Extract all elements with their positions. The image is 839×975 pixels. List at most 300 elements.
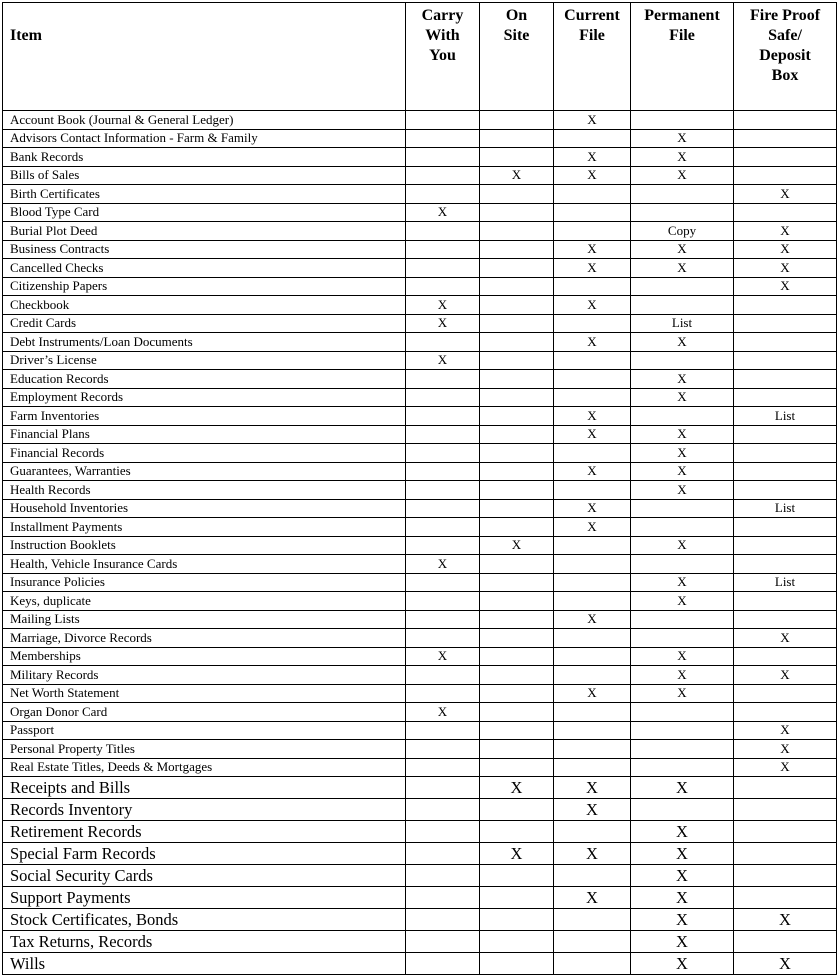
- carry-with-you-cell: [406, 573, 480, 592]
- current-file-cell: X: [554, 799, 631, 821]
- table-row: [3, 240, 837, 259]
- item-cell: Guarantees, Warranties: [3, 462, 406, 481]
- item-cell: Education Records: [3, 370, 406, 389]
- on-site-cell: [480, 573, 554, 592]
- on-site-cell: [480, 129, 554, 148]
- table-row: [3, 931, 837, 953]
- permanent-file-cell: X: [631, 684, 734, 703]
- item-cell: Bills of Sales: [3, 166, 406, 185]
- on-site-cell: [480, 222, 554, 241]
- current-file-cell: [554, 740, 631, 759]
- carry-with-you-cell: [406, 821, 480, 843]
- item-cell: Household Inventories: [3, 499, 406, 518]
- fire-proof-safe-cell: [734, 592, 837, 611]
- table-row: [3, 777, 837, 799]
- current-file-cell: [554, 129, 631, 148]
- on-site-cell: [480, 865, 554, 887]
- permanent-file-cell: X: [631, 462, 734, 481]
- item-cell: Employment Records: [3, 388, 406, 407]
- item-cell: Receipts and Bills: [3, 777, 406, 799]
- table-row: [3, 185, 837, 204]
- table-body: [3, 111, 837, 975]
- permanent-file-cell: [631, 185, 734, 204]
- carry-with-you-cell: [406, 953, 480, 975]
- current-file-cell: [554, 314, 631, 333]
- table-row: [3, 536, 837, 555]
- on-site-cell: [480, 740, 554, 759]
- table-row: [3, 407, 837, 426]
- on-site-cell: [480, 425, 554, 444]
- permanent-file-cell: X: [631, 166, 734, 185]
- table-row: [3, 259, 837, 278]
- current-file-cell: [554, 222, 631, 241]
- current-file-cell: [554, 573, 631, 592]
- table-row: [3, 333, 837, 352]
- carry-with-you-cell: [406, 758, 480, 777]
- table-row: [3, 703, 837, 722]
- current-file-cell: [554, 185, 631, 204]
- fire-proof-safe-cell: [734, 843, 837, 865]
- current-file-cell: [554, 536, 631, 555]
- current-file-cell: [554, 865, 631, 887]
- fire-proof-safe-cell: [734, 296, 837, 315]
- on-site-cell: [480, 721, 554, 740]
- table-row: [3, 555, 837, 574]
- item-cell: Retirement Records: [3, 821, 406, 843]
- current-file-cell: [554, 592, 631, 611]
- item-cell: Health, Vehicle Insurance Cards: [3, 555, 406, 574]
- item-cell: Personal Property Titles: [3, 740, 406, 759]
- current-file-cell: X: [554, 887, 631, 909]
- carry-with-you-cell: [406, 407, 480, 426]
- fire-proof-safe-cell: X: [734, 953, 837, 975]
- carry-with-you-cell: [406, 111, 480, 130]
- table-row: [3, 887, 837, 909]
- item-cell: Farm Inventories: [3, 407, 406, 426]
- permanent-file-cell: X: [631, 481, 734, 500]
- item-cell: Health Records: [3, 481, 406, 500]
- on-site-cell: [480, 462, 554, 481]
- on-site-cell: [480, 518, 554, 537]
- fire-proof-safe-cell: [734, 333, 837, 352]
- on-site-cell: [480, 758, 554, 777]
- on-site-cell: X: [480, 166, 554, 185]
- fire-proof-safe-cell: X: [734, 259, 837, 278]
- table-row: [3, 518, 837, 537]
- permanent-file-cell: Copy: [631, 222, 734, 241]
- permanent-file-cell: X: [631, 592, 734, 611]
- fire-proof-safe-cell: X: [734, 740, 837, 759]
- current-file-cell: X: [554, 259, 631, 278]
- permanent-file-cell: X: [631, 931, 734, 953]
- on-site-cell: [480, 333, 554, 352]
- permanent-file-cell: X: [631, 647, 734, 666]
- on-site-cell: [480, 592, 554, 611]
- item-cell: Special Farm Records: [3, 843, 406, 865]
- fire-proof-safe-cell: [734, 111, 837, 130]
- permanent-file-cell: X: [631, 909, 734, 931]
- item-cell: Real Estate Titles, Deeds & Mortgages: [3, 758, 406, 777]
- fire-proof-safe-cell: [734, 203, 837, 222]
- item-cell: Cancelled Checks: [3, 259, 406, 278]
- current-file-cell: [554, 370, 631, 389]
- fire-proof-safe-cell: List: [734, 407, 837, 426]
- current-file-cell: X: [554, 425, 631, 444]
- on-site-cell: [480, 931, 554, 953]
- carry-with-you-cell: [406, 666, 480, 685]
- fire-proof-safe-cell: [734, 610, 837, 629]
- permanent-file-cell: [631, 610, 734, 629]
- table-row: [3, 909, 837, 931]
- fire-proof-safe-cell: [734, 351, 837, 370]
- carry-with-you-cell: [406, 592, 480, 611]
- item-cell: Checkbook: [3, 296, 406, 315]
- carry-with-you-cell: [406, 185, 480, 204]
- carry-with-you-cell: X: [406, 555, 480, 574]
- header-item: Item: [3, 3, 406, 111]
- fire-proof-safe-cell: [734, 148, 837, 167]
- fire-proof-safe-cell: [734, 462, 837, 481]
- table-row: [3, 865, 837, 887]
- carry-with-you-cell: [406, 777, 480, 799]
- carry-with-you-cell: [406, 909, 480, 931]
- table-row: [3, 953, 837, 975]
- header-carry-with-you: Carry With You: [406, 3, 480, 111]
- carry-with-you-cell: X: [406, 647, 480, 666]
- current-file-cell: X: [554, 407, 631, 426]
- carry-with-you-cell: [406, 333, 480, 352]
- item-cell: Wills: [3, 953, 406, 975]
- table-row: [3, 296, 837, 315]
- current-file-cell: [554, 444, 631, 463]
- on-site-cell: [480, 629, 554, 648]
- on-site-cell: [480, 499, 554, 518]
- fire-proof-safe-cell: [734, 821, 837, 843]
- on-site-cell: [480, 277, 554, 296]
- permanent-file-cell: X: [631, 148, 734, 167]
- table-row: [3, 610, 837, 629]
- item-cell: Financial Records: [3, 444, 406, 463]
- carry-with-you-cell: [406, 259, 480, 278]
- carry-with-you-cell: [406, 425, 480, 444]
- current-file-cell: X: [554, 462, 631, 481]
- permanent-file-cell: X: [631, 843, 734, 865]
- permanent-file-cell: [631, 407, 734, 426]
- table-row: [3, 129, 837, 148]
- current-file-cell: [554, 647, 631, 666]
- fire-proof-safe-cell: [734, 518, 837, 537]
- on-site-cell: [480, 351, 554, 370]
- item-cell: Instruction Booklets: [3, 536, 406, 555]
- table-row: [3, 388, 837, 407]
- fire-proof-safe-cell: [734, 444, 837, 463]
- fire-proof-safe-cell: [734, 865, 837, 887]
- carry-with-you-cell: [406, 721, 480, 740]
- current-file-cell: X: [554, 333, 631, 352]
- permanent-file-cell: [631, 518, 734, 537]
- records-table: [2, 2, 837, 975]
- carry-with-you-cell: [406, 865, 480, 887]
- permanent-file-cell: X: [631, 444, 734, 463]
- table-row: [3, 351, 837, 370]
- permanent-file-cell: X: [631, 333, 734, 352]
- permanent-file-cell: [631, 740, 734, 759]
- table-row: [3, 684, 837, 703]
- table-row: [3, 666, 837, 685]
- carry-with-you-cell: [406, 499, 480, 518]
- table-row: [3, 499, 837, 518]
- item-cell: Passport: [3, 721, 406, 740]
- fire-proof-safe-cell: [734, 647, 837, 666]
- current-file-cell: [554, 666, 631, 685]
- carry-with-you-cell: [406, 222, 480, 241]
- table-row: [3, 843, 837, 865]
- permanent-file-cell: X: [631, 666, 734, 685]
- item-cell: Keys, duplicate: [3, 592, 406, 611]
- on-site-cell: [480, 684, 554, 703]
- fire-proof-safe-cell: [734, 166, 837, 185]
- fire-proof-safe-cell: [734, 370, 837, 389]
- fire-proof-safe-cell: List: [734, 499, 837, 518]
- item-cell: Stock Certificates, Bonds: [3, 909, 406, 931]
- carry-with-you-cell: X: [406, 296, 480, 315]
- on-site-cell: [480, 370, 554, 389]
- permanent-file-cell: [631, 721, 734, 740]
- table-row: [3, 592, 837, 611]
- on-site-cell: [480, 148, 554, 167]
- item-cell: Social Security Cards: [3, 865, 406, 887]
- table-row: [3, 821, 837, 843]
- permanent-file-cell: X: [631, 821, 734, 843]
- header-row: [3, 3, 837, 111]
- on-site-cell: [480, 555, 554, 574]
- item-cell: Account Book (Journal & General Ledger): [3, 111, 406, 130]
- table-row: [3, 314, 837, 333]
- fire-proof-safe-cell: X: [734, 629, 837, 648]
- table-row: [3, 370, 837, 389]
- carry-with-you-cell: [406, 481, 480, 500]
- item-cell: Records Inventory: [3, 799, 406, 821]
- fire-proof-safe-cell: X: [734, 721, 837, 740]
- table-row: [3, 462, 837, 481]
- permanent-file-cell: X: [631, 129, 734, 148]
- permanent-file-cell: [631, 277, 734, 296]
- permanent-file-cell: X: [631, 887, 734, 909]
- current-file-cell: X: [554, 684, 631, 703]
- carry-with-you-cell: [406, 740, 480, 759]
- table-row: [3, 425, 837, 444]
- table-row: [3, 111, 837, 130]
- carry-with-you-cell: [406, 444, 480, 463]
- carry-with-you-cell: [406, 462, 480, 481]
- current-file-cell: X: [554, 843, 631, 865]
- table-row: [3, 481, 837, 500]
- permanent-file-cell: List: [631, 314, 734, 333]
- on-site-cell: [480, 666, 554, 685]
- table-row: [3, 740, 837, 759]
- permanent-file-cell: [631, 555, 734, 574]
- current-file-cell: [554, 721, 631, 740]
- carry-with-you-cell: [406, 610, 480, 629]
- table-row: [3, 758, 837, 777]
- fire-proof-safe-cell: [734, 777, 837, 799]
- fire-proof-safe-cell: [734, 684, 837, 703]
- permanent-file-cell: X: [631, 388, 734, 407]
- permanent-file-cell: X: [631, 536, 734, 555]
- table-row: [3, 647, 837, 666]
- on-site-cell: [480, 296, 554, 315]
- on-site-cell: [480, 240, 554, 259]
- fire-proof-safe-cell: [734, 555, 837, 574]
- on-site-cell: [480, 703, 554, 722]
- item-cell: Birth Certificates: [3, 185, 406, 204]
- permanent-file-cell: [631, 799, 734, 821]
- item-cell: Burial Plot Deed: [3, 222, 406, 241]
- permanent-file-cell: X: [631, 370, 734, 389]
- carry-with-you-cell: [406, 887, 480, 909]
- carry-with-you-cell: [406, 931, 480, 953]
- current-file-cell: X: [554, 610, 631, 629]
- permanent-file-cell: X: [631, 259, 734, 278]
- current-file-cell: [554, 931, 631, 953]
- on-site-cell: [480, 111, 554, 130]
- table-row: [3, 444, 837, 463]
- fire-proof-safe-cell: X: [734, 277, 837, 296]
- item-cell: Driver’s License: [3, 351, 406, 370]
- item-cell: Military Records: [3, 666, 406, 685]
- fire-proof-safe-cell: [734, 931, 837, 953]
- on-site-cell: [480, 185, 554, 204]
- on-site-cell: [480, 481, 554, 500]
- table-row: [3, 277, 837, 296]
- fire-proof-safe-cell: [734, 887, 837, 909]
- permanent-file-cell: X: [631, 953, 734, 975]
- fire-proof-safe-cell: X: [734, 909, 837, 931]
- current-file-cell: X: [554, 166, 631, 185]
- permanent-file-cell: X: [631, 425, 734, 444]
- fire-proof-safe-cell: [734, 425, 837, 444]
- carry-with-you-cell: [406, 129, 480, 148]
- carry-with-you-cell: [406, 843, 480, 865]
- carry-with-you-cell: [406, 536, 480, 555]
- on-site-cell: [480, 259, 554, 278]
- permanent-file-cell: X: [631, 240, 734, 259]
- permanent-file-cell: [631, 758, 734, 777]
- table-row: [3, 166, 837, 185]
- current-file-cell: [554, 351, 631, 370]
- carry-with-you-cell: [406, 240, 480, 259]
- item-cell: Support Payments: [3, 887, 406, 909]
- table-row: [3, 203, 837, 222]
- permanent-file-cell: [631, 629, 734, 648]
- item-cell: Bank Records: [3, 148, 406, 167]
- header-on-site: On Site: [480, 3, 554, 111]
- item-cell: Business Contracts: [3, 240, 406, 259]
- carry-with-you-cell: X: [406, 703, 480, 722]
- permanent-file-cell: [631, 203, 734, 222]
- current-file-cell: X: [554, 111, 631, 130]
- on-site-cell: [480, 388, 554, 407]
- carry-with-you-cell: [406, 518, 480, 537]
- carry-with-you-cell: [406, 629, 480, 648]
- fire-proof-safe-cell: [734, 536, 837, 555]
- on-site-cell: [480, 203, 554, 222]
- fire-proof-safe-cell: [734, 481, 837, 500]
- fire-proof-safe-cell: X: [734, 240, 837, 259]
- item-cell: Credit Cards: [3, 314, 406, 333]
- current-file-cell: [554, 703, 631, 722]
- item-cell: Blood Type Card: [3, 203, 406, 222]
- current-file-cell: X: [554, 296, 631, 315]
- on-site-cell: [480, 821, 554, 843]
- item-cell: Memberships: [3, 647, 406, 666]
- item-cell: Debt Instruments/Loan Documents: [3, 333, 406, 352]
- header-fire-proof-safe: Fire Proof Safe/ Deposit Box: [734, 3, 837, 111]
- current-file-cell: [554, 821, 631, 843]
- carry-with-you-cell: X: [406, 351, 480, 370]
- item-cell: Citizenship Papers: [3, 277, 406, 296]
- on-site-cell: [480, 444, 554, 463]
- fire-proof-safe-cell: X: [734, 666, 837, 685]
- current-file-cell: X: [554, 499, 631, 518]
- on-site-cell: [480, 314, 554, 333]
- permanent-file-cell: [631, 111, 734, 130]
- item-cell: Financial Plans: [3, 425, 406, 444]
- on-site-cell: [480, 887, 554, 909]
- on-site-cell: X: [480, 843, 554, 865]
- table-row: [3, 573, 837, 592]
- item-cell: Net Worth Statement: [3, 684, 406, 703]
- table-row: [3, 629, 837, 648]
- on-site-cell: [480, 799, 554, 821]
- current-file-cell: X: [554, 777, 631, 799]
- on-site-cell: [480, 407, 554, 426]
- fire-proof-safe-cell: X: [734, 222, 837, 241]
- carry-with-you-cell: [406, 370, 480, 389]
- carry-with-you-cell: X: [406, 314, 480, 333]
- permanent-file-cell: X: [631, 777, 734, 799]
- current-file-cell: [554, 629, 631, 648]
- fire-proof-safe-cell: List: [734, 573, 837, 592]
- current-file-cell: X: [554, 148, 631, 167]
- fire-proof-safe-cell: X: [734, 758, 837, 777]
- current-file-cell: [554, 277, 631, 296]
- table-row: [3, 222, 837, 241]
- table-row: [3, 148, 837, 167]
- item-cell: Installment Payments: [3, 518, 406, 537]
- fire-proof-safe-cell: [734, 129, 837, 148]
- on-site-cell: [480, 610, 554, 629]
- permanent-file-cell: [631, 703, 734, 722]
- header-current-file: Current File: [554, 3, 631, 111]
- table-row: [3, 799, 837, 821]
- current-file-cell: [554, 481, 631, 500]
- carry-with-you-cell: X: [406, 203, 480, 222]
- permanent-file-cell: [631, 351, 734, 370]
- current-file-cell: [554, 555, 631, 574]
- permanent-file-cell: X: [631, 573, 734, 592]
- fire-proof-safe-cell: [734, 314, 837, 333]
- on-site-cell: [480, 953, 554, 975]
- fire-proof-safe-cell: [734, 703, 837, 722]
- table-row: [3, 721, 837, 740]
- header-permanent-file: Permanent File: [631, 3, 734, 111]
- carry-with-you-cell: [406, 166, 480, 185]
- carry-with-you-cell: [406, 388, 480, 407]
- permanent-file-cell: [631, 296, 734, 315]
- item-cell: Marriage, Divorce Records: [3, 629, 406, 648]
- fire-proof-safe-cell: X: [734, 185, 837, 204]
